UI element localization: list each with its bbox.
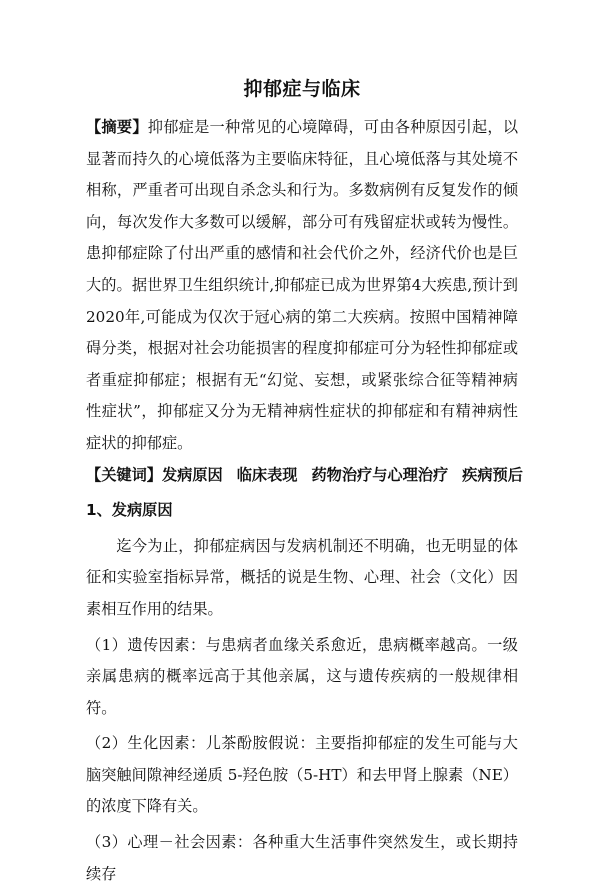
section-heading: 1、发病原因 [86,501,173,520]
keyword-item: 发病原因 [161,465,223,484]
keywords-line [86,460,523,492]
abstract-paragraph [86,112,518,460]
keyword-item: 临床表现 [236,465,298,484]
section-intro-paragraph: 迄今为止，抑郁症病因与发病机制还不明确，也无明显的体征和实验室指标异常，概括的说是生物、心理、社会（文化）因素相互作用的结果。 [86,536,518,618]
abstract-label: 【摘要】 [86,118,148,136]
abstract-text: 抑郁症是一种常见的心境障碍，可由各种原因引起，以显著而持久的心境低落为主要临床特征，且心境低落与其处境不相称，严重者可出现自杀念头和行为。多数病例有反复发作的倾向，每次发作大多数可以缓解，部分可有残留症状或转为慢性。患抑郁症除了付出严重的感情和社会代价之外，经济代价也是巨大的。据世界卫生组织统计,抑郁症已成为世界第4大疾患,预计到2020年,可能成为仅次于冠心病的第二大疾病。按照中国精神障碍分类，根据对社会功能损害的程度抑郁症可分为轻性抑郁症或者重症抑郁症；根据有无“幻觉、妄想，或紧张综合征等精神病性症状”，抑郁症又分为无精神病性症状的抑郁症和有精神病性症状的抑郁症。 [86,118,518,452]
factor-paragraph: （2）生化因素：儿茶酚胺假说：主要指抑郁症的发生可能与大脑突触间隙神经递质 5-羟色胺（5-HT）和去甲肾上腺素（NE）的浓度下降有关。 [86,734,518,816]
keyword-item: 疾病预后 [462,465,523,484]
factor-paragraph: （3）心理－社会因素：各种重大生活事件突然发生，或长期持续存 [86,833,518,883]
keyword-item: 药物治疗与心理治疗 [311,465,449,484]
keywords-label: 【关键词】 [86,465,162,484]
document-title: 抑郁症与临床 [243,78,361,100]
factor-paragraph: （1）遗传因素：与患病者血缘关系愈近，患病概率越高。一级亲属患病的概率远高于其他亲属，这与遗传疾病的一般规律相符。 [86,635,518,717]
